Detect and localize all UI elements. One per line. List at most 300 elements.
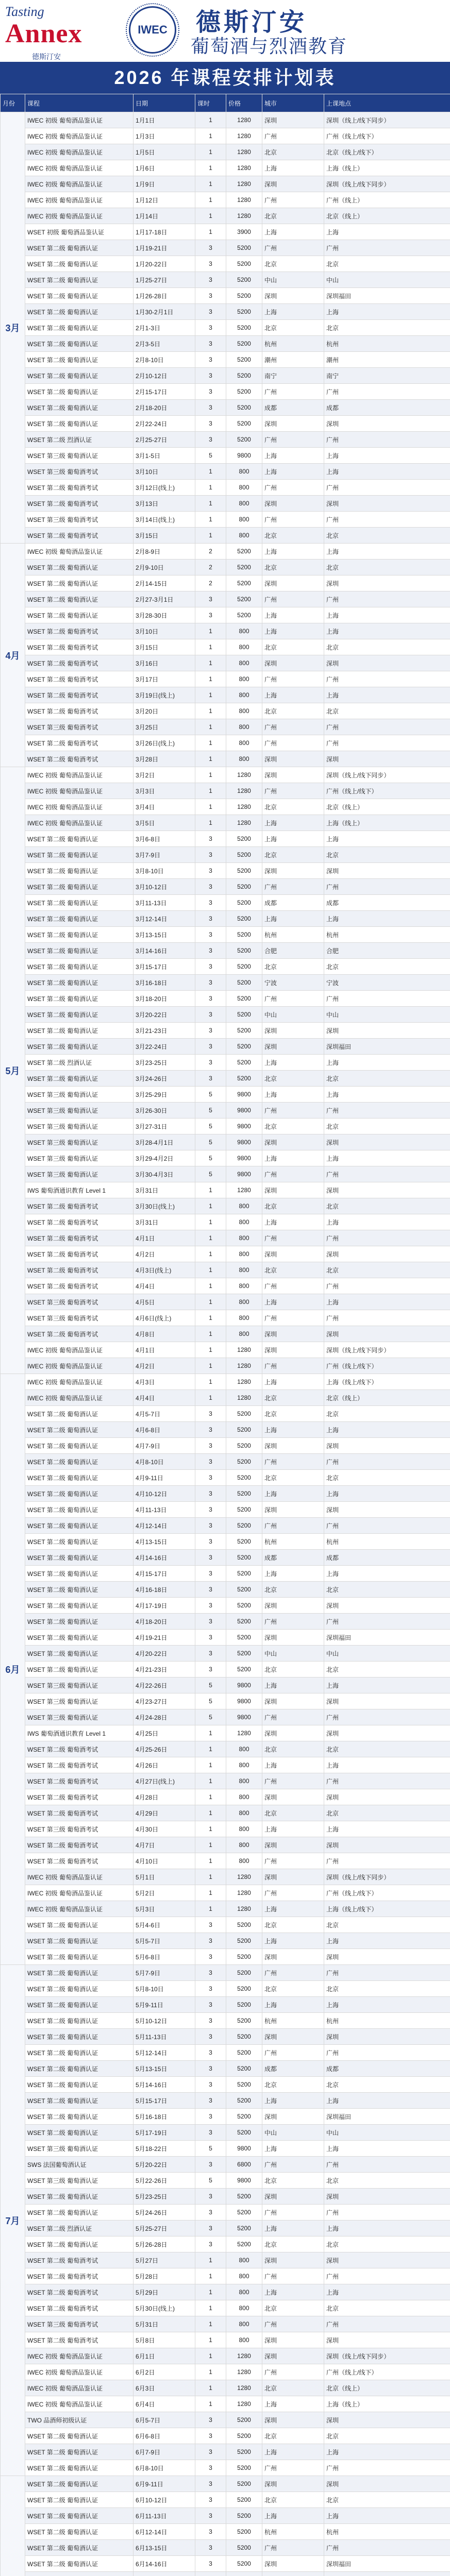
date-cell: 3月15日 — [134, 528, 195, 544]
table-row — [1, 2316, 450, 2332]
date-cell: 4月2日 — [134, 1246, 195, 1262]
price-cell: 5200 — [226, 1023, 262, 1039]
table-row — [1, 1326, 450, 1342]
price-cell: 800 — [226, 2300, 262, 2316]
date-cell: 5月28日 — [134, 2268, 195, 2284]
location-cell: 杭州 — [324, 927, 450, 943]
location-cell: 上海 — [324, 1486, 450, 1502]
table-row — [1, 320, 450, 336]
course-cell: WSET 第二级 葡萄酒认证 — [25, 1598, 134, 1614]
hours-cell: 3 — [195, 2061, 226, 2077]
table-row — [1, 1486, 450, 1502]
table-row — [1, 1741, 450, 1757]
location-cell: 上海 — [324, 1087, 450, 1103]
hours-cell: 1 — [195, 1278, 226, 1294]
city-cell: 北京 — [262, 959, 324, 975]
course-cell: WSET 第二级 葡萄酒认证 — [25, 895, 134, 911]
city-cell: 北京 — [262, 2173, 324, 2189]
course-cell: WSET 第三级 葡萄酒认证 — [25, 1150, 134, 1166]
table-row — [1, 1214, 450, 1230]
course-cell: WSET 第三级 葡萄酒认证 — [25, 448, 134, 464]
city-cell: 广州 — [262, 2205, 324, 2221]
location-cell: 广州（线上/线下） — [324, 783, 450, 799]
location-cell: 上海 — [324, 911, 450, 927]
course-cell: WSET 第二级 葡萄酒认证 — [25, 336, 134, 352]
price-cell: 5200 — [226, 416, 262, 432]
table-row — [1, 272, 450, 288]
table-row — [1, 2205, 450, 2221]
date-cell: 4月2日 — [134, 1358, 195, 1374]
city-cell: 宁波 — [262, 975, 324, 991]
month-cell: 6月 — [1, 1374, 25, 1965]
date-cell: 5月9-11日 — [134, 1997, 195, 2013]
location-cell: 广州 — [324, 384, 450, 400]
course-cell: WSET 第二级 葡萄酒考试 — [25, 1326, 134, 1342]
price-cell: 1280 — [226, 2396, 262, 2412]
hours-cell: 3 — [195, 2460, 226, 2476]
hours-cell: 5 — [195, 1118, 226, 1134]
table-row — [1, 1278, 450, 1294]
course-cell: IWEC 初级 葡萄酒品鉴认证 — [25, 1342, 134, 1358]
table-row — [1, 304, 450, 320]
hours-cell: 1 — [195, 192, 226, 208]
date-cell: 3月17日 — [134, 671, 195, 687]
price-cell: 5200 — [226, 831, 262, 847]
price-cell: 9800 — [226, 1150, 262, 1166]
date-cell: 5月29日 — [134, 2284, 195, 2300]
city-cell: 深圳 — [262, 1134, 324, 1150]
location-cell: 广州 — [324, 1773, 450, 1789]
table-row — [1, 1853, 450, 1869]
hours-cell: 3 — [195, 2157, 226, 2173]
hours-cell: 1 — [195, 1262, 226, 1278]
city-cell: 上海 — [262, 2396, 324, 2412]
hours-cell: 3 — [195, 384, 226, 400]
course-cell: WSET 第三级 葡萄酒认证 — [25, 1103, 134, 1118]
price-cell: 5200 — [226, 2412, 262, 2428]
course-cell: IWEC 初级 葡萄酒品鉴认证 — [25, 799, 134, 815]
date-cell: 1月6日 — [134, 160, 195, 176]
table-row — [1, 368, 450, 384]
city-cell: 北京 — [262, 1118, 324, 1134]
course-cell: IWEC 初级 葡萄酒品鉴认证 — [25, 1390, 134, 1406]
location-cell: 上海（线上/线下） — [324, 1901, 450, 1917]
location-cell: 上海 — [324, 2093, 450, 2109]
price-cell: 800 — [226, 1757, 262, 1773]
hours-cell: 3 — [195, 959, 226, 975]
date-cell: 3月14日(线上) — [134, 512, 195, 528]
city-cell: 上海 — [262, 1294, 324, 1310]
course-cell: WSET 第二级 葡萄酒认证 — [25, 1582, 134, 1598]
table-row — [1, 448, 450, 464]
course-cell: WSET 第二级 葡萄酒认证 — [25, 2045, 134, 2061]
date-cell: 1月25-27日 — [134, 272, 195, 288]
table-row — [1, 1805, 450, 1821]
location-cell: 上海 — [324, 448, 450, 464]
hours-cell: 3 — [195, 1965, 226, 1981]
table-row — [1, 2013, 450, 2029]
course-cell: WSET 第二级 葡萄酒认证 — [25, 2077, 134, 2093]
date-cell: 4月21-23日 — [134, 1662, 195, 1677]
table-row — [1, 2476, 450, 2492]
table-row — [1, 2284, 450, 2300]
hours-cell: 3 — [195, 1582, 226, 1598]
hours-cell: 1 — [195, 799, 226, 815]
table-row — [1, 2093, 450, 2109]
course-cell: WSET 第二级 葡萄酒考试 — [25, 1278, 134, 1294]
table-row — [1, 2252, 450, 2268]
column-header: 课程 — [25, 94, 134, 112]
city-cell: 深圳 — [262, 2252, 324, 2268]
city-cell: 深圳 — [262, 2556, 324, 2572]
date-cell: 3月15-17日 — [134, 959, 195, 975]
city-cell: 上海 — [262, 2141, 324, 2157]
table-row — [1, 2428, 450, 2444]
date-cell: 4月5日 — [134, 1294, 195, 1310]
hours-cell: 3 — [195, 416, 226, 432]
course-cell: WSET 第二级 葡萄酒认证 — [25, 879, 134, 895]
location-cell: 深圳 — [324, 2252, 450, 2268]
hours-cell: 1 — [195, 767, 226, 783]
price-cell: 800 — [226, 1853, 262, 1869]
price-cell: 5200 — [226, 911, 262, 927]
course-cell: WSET 第二级 葡萄酒考试 — [25, 1773, 134, 1789]
table-row — [1, 2444, 450, 2460]
table-row — [1, 1837, 450, 1853]
date-cell: 5月17-19日 — [134, 2125, 195, 2141]
course-cell: IWEC 初级 葡萄酒品鉴认证 — [25, 2396, 134, 2412]
hours-cell: 3 — [195, 991, 226, 1007]
table-row — [1, 2157, 450, 2173]
table-row — [1, 1662, 450, 1677]
price-cell: 1280 — [226, 1390, 262, 1406]
city-cell: 北京 — [262, 528, 324, 544]
city-cell: 上海 — [262, 1214, 324, 1230]
course-cell: SWS 法国葡萄酒认证 — [25, 2157, 134, 2173]
column-header: 上课地点 — [324, 94, 450, 112]
city-cell: 深圳 — [262, 1438, 324, 1454]
course-cell: IWEC 初级 葡萄酒品鉴认证 — [25, 1885, 134, 1901]
city-cell: 深圳 — [262, 767, 324, 783]
city-cell: 广州 — [262, 1103, 324, 1118]
location-cell: 深圳 — [324, 751, 450, 767]
date-cell: 5月8-10日 — [134, 1981, 195, 1997]
city-cell: 上海 — [262, 1422, 324, 1438]
location-cell: 上海 — [324, 1214, 450, 1230]
city-cell: 深圳 — [262, 655, 324, 671]
price-cell: 9800 — [226, 1166, 262, 1182]
table-row — [1, 560, 450, 575]
location-cell: 深圳 — [324, 1326, 450, 1342]
date-cell: 1月3日 — [134, 128, 195, 144]
course-cell: WSET 第二级 葡萄酒认证 — [25, 1422, 134, 1438]
date-cell: 3月20-22日 — [134, 1007, 195, 1023]
course-cell: WSET 第二级 葡萄酒认证 — [25, 1071, 134, 1087]
table-row — [1, 767, 450, 783]
city-cell: 上海 — [262, 687, 324, 703]
city-cell: 上海 — [262, 2508, 324, 2524]
table-row — [1, 1630, 450, 1646]
hours-cell: 3 — [195, 847, 226, 863]
city-cell: 北京 — [262, 1981, 324, 1997]
logo-top-text: Tasting — [5, 4, 44, 19]
table-row — [1, 2268, 450, 2284]
price-cell: 5200 — [226, 1965, 262, 1981]
location-cell: 潮州 — [324, 352, 450, 368]
month-cell: 3月 — [1, 112, 25, 544]
location-cell: 广州 — [324, 1965, 450, 1981]
course-cell: WSET 第二级 葡萄酒认证 — [25, 1550, 134, 1566]
price-cell: 5200 — [226, 240, 262, 256]
course-cell: WSET 第二级 葡萄酒认证 — [25, 2428, 134, 2444]
location-cell: 深圳 — [324, 1502, 450, 1518]
table-row — [1, 2061, 450, 2077]
hours-cell: 3 — [195, 1614, 226, 1630]
course-cell: WSET 第三级 葡萄酒考试 — [25, 1294, 134, 1310]
city-cell: 杭州 — [262, 2013, 324, 2029]
location-cell: 北京 — [324, 2173, 450, 2189]
date-cell: 6月4日 — [134, 2396, 195, 2412]
date-cell: 3月26-30日 — [134, 1103, 195, 1118]
price-cell: 1280 — [226, 128, 262, 144]
table-row — [1, 1949, 450, 1965]
hours-cell: 2 — [195, 575, 226, 591]
price-cell: 5200 — [226, 1518, 262, 1534]
city-cell: 广州 — [262, 1358, 324, 1374]
city-cell: 上海 — [262, 1087, 324, 1103]
hours-cell: 1 — [195, 1358, 226, 1374]
location-cell: 上海 — [324, 2508, 450, 2524]
table-row — [1, 1566, 450, 1582]
price-cell: 1280 — [226, 1869, 262, 1885]
hours-cell: 1 — [195, 687, 226, 703]
hours-cell: 2 — [195, 560, 226, 575]
hours-cell: 1 — [195, 1390, 226, 1406]
city-cell: 杭州 — [262, 336, 324, 352]
date-cell: 4月10-12日 — [134, 1486, 195, 1502]
hours-cell: 3 — [195, 1502, 226, 1518]
date-cell: 5月10-12日 — [134, 2013, 195, 2029]
location-cell: 深圳福田 — [324, 2109, 450, 2125]
city-cell: 广州 — [262, 1518, 324, 1534]
date-cell: 3月30-4月3日 — [134, 1166, 195, 1182]
date-cell: 6月5-7日 — [134, 2412, 195, 2428]
location-cell: 广州 — [324, 2205, 450, 2221]
hours-cell: 3 — [195, 400, 226, 416]
course-cell: WSET 第二级 葡萄酒认证 — [25, 2189, 134, 2205]
hours-cell: 1 — [195, 144, 226, 160]
date-cell: 4月1日 — [134, 1230, 195, 1246]
price-cell: 5200 — [226, 1502, 262, 1518]
course-cell: WSET 第二级 葡萄酒认证 — [25, 607, 134, 623]
price-cell: 5200 — [226, 959, 262, 975]
location-cell: 广州 — [324, 2157, 450, 2173]
course-cell: IWEC 初级 葡萄酒品鉴认证 — [25, 208, 134, 224]
date-cell: 4月8日 — [134, 1326, 195, 1342]
date-cell: 5月3日 — [134, 1901, 195, 1917]
city-cell: 成都 — [262, 2061, 324, 2077]
location-cell: 广州（线上/线下） — [324, 1358, 450, 1374]
table-row — [1, 1470, 450, 1486]
location-cell: 北京 — [324, 1917, 450, 1933]
hours-cell: 3 — [195, 2476, 226, 2492]
course-cell: WSET 第二级 葡萄酒考试 — [25, 2252, 134, 2268]
hours-cell: 1 — [195, 2268, 226, 2284]
date-cell: 5月1日 — [134, 1869, 195, 1885]
hours-cell: 3 — [195, 1007, 226, 1023]
table-row — [1, 1677, 450, 1693]
course-cell: WSET 第三级 葡萄酒认证 — [25, 1677, 134, 1693]
city-cell: 深圳 — [262, 1246, 324, 1262]
city-cell: 上海 — [262, 1150, 324, 1166]
location-cell: 广州（线上/线下） — [324, 2364, 450, 2380]
location-cell: 北京 — [324, 639, 450, 655]
city-cell: 北京 — [262, 2236, 324, 2252]
table-row — [1, 703, 450, 719]
city-cell: 北京 — [262, 1198, 324, 1214]
table-row — [1, 1725, 450, 1741]
city-cell: 北京 — [262, 208, 324, 224]
date-cell: 6月7-9日 — [134, 2444, 195, 2460]
price-cell: 1280 — [226, 783, 262, 799]
course-cell: IWEC 初级 葡萄酒品鉴认证 — [25, 192, 134, 208]
hours-cell: 1 — [195, 751, 226, 767]
location-cell: 广州 — [324, 480, 450, 496]
course-cell: IWS 葡萄酒通识教育 Level 1 — [25, 1725, 134, 1741]
table-row — [1, 1103, 450, 1118]
city-cell: 广州 — [262, 2157, 324, 2173]
table-row — [1, 575, 450, 591]
location-cell: 北京 — [324, 959, 450, 975]
date-cell: 4月6日(线上) — [134, 1310, 195, 1326]
course-cell: WSET 第二级 葡萄酒认证 — [25, 400, 134, 416]
date-cell: 2月15-17日 — [134, 384, 195, 400]
location-cell: 上海 — [324, 2221, 450, 2236]
price-cell: 800 — [226, 512, 262, 528]
price-cell: 6800 — [226, 2157, 262, 2173]
price-cell: 5200 — [226, 2205, 262, 2221]
location-cell: 上海 — [324, 544, 450, 560]
course-cell: WSET 第二级 葡萄酒认证 — [25, 2556, 134, 2572]
price-cell: 800 — [226, 1262, 262, 1278]
location-cell: 上海 — [324, 1566, 450, 1582]
city-cell: 广州 — [262, 128, 324, 144]
course-cell: WSET 第二级 葡萄酒认证 — [25, 959, 134, 975]
table-row — [1, 2380, 450, 2396]
date-cell: 5月20-22日 — [134, 2157, 195, 2173]
price-cell: 5200 — [226, 2109, 262, 2125]
city-cell: 广州 — [262, 192, 324, 208]
price-cell: 800 — [226, 1294, 262, 1310]
table-row — [1, 1614, 450, 1630]
course-cell: WSET 第二级 葡萄酒认证 — [25, 2109, 134, 2125]
hours-cell: 1 — [195, 719, 226, 735]
location-cell: 北京 — [324, 1582, 450, 1598]
hours-cell: 1 — [195, 2252, 226, 2268]
city-cell: 广州 — [262, 719, 324, 735]
course-cell: WSET 第二级 葡萄酒认证 — [25, 1007, 134, 1023]
table-row — [1, 847, 450, 863]
date-cell: 5月22-26日 — [134, 2173, 195, 2189]
hours-cell: 5 — [195, 1150, 226, 1166]
table-row — [1, 1789, 450, 1805]
date-cell: 2月8-10日 — [134, 352, 195, 368]
price-cell: 5200 — [226, 2125, 262, 2141]
city-cell: 深圳 — [262, 1502, 324, 1518]
hours-cell: 3 — [195, 2556, 226, 2572]
price-cell: 5200 — [226, 1422, 262, 1438]
hours-cell: 1 — [195, 2332, 226, 2348]
date-cell: 4月13-15日 — [134, 1534, 195, 1550]
location-cell: 深圳 — [324, 1837, 450, 1853]
city-cell: 成都 — [262, 400, 324, 416]
price-cell: 5200 — [226, 1055, 262, 1071]
city-cell: 广州 — [262, 591, 324, 607]
date-cell: 4月12-14日 — [134, 1518, 195, 1534]
hours-cell: 3 — [195, 591, 226, 607]
hours-cell: 3 — [195, 2045, 226, 2061]
hours-cell: 1 — [195, 1246, 226, 1262]
city-cell: 广州 — [262, 2045, 324, 2061]
city-cell: 上海 — [262, 2444, 324, 2460]
hours-cell: 1 — [195, 1294, 226, 1310]
date-cell: 2月9-10日 — [134, 560, 195, 575]
hours-cell: 3 — [195, 1949, 226, 1965]
location-cell: 广州 — [324, 512, 450, 528]
location-cell: 北京（线上） — [324, 2380, 450, 2396]
city-cell: 北京 — [262, 1917, 324, 1933]
location-cell: 北京（线上） — [324, 1390, 450, 1406]
course-cell: WSET 第二级 葡萄酒认证 — [25, 1406, 134, 1422]
price-cell: 5200 — [226, 384, 262, 400]
course-cell: WSET 第二级 葡萄酒考试 — [25, 1230, 134, 1246]
table-row — [1, 240, 450, 256]
table-row — [1, 831, 450, 847]
price-cell: 5200 — [226, 544, 262, 560]
price-cell: 5200 — [226, 1630, 262, 1646]
course-cell: WSET 第二级 葡萄酒认证 — [25, 320, 134, 336]
price-cell: 5200 — [226, 336, 262, 352]
table-row — [1, 927, 450, 943]
price-cell: 5200 — [226, 2460, 262, 2476]
price-cell: 800 — [226, 1741, 262, 1757]
price-cell: 800 — [226, 2252, 262, 2268]
course-cell: WSET 第二级 葡萄酒考试 — [25, 2284, 134, 2300]
city-cell: 上海 — [262, 1374, 324, 1390]
date-cell: 5月26-28日 — [134, 2236, 195, 2252]
price-cell: 800 — [226, 1310, 262, 1326]
price-cell: 800 — [226, 1246, 262, 1262]
city-cell: 上海 — [262, 2221, 324, 2236]
column-header: 课时 — [195, 94, 226, 112]
course-cell: IWS 葡萄酒通识教育 Level 1 — [25, 1182, 134, 1198]
location-cell: 北京 — [324, 1805, 450, 1821]
date-cell: 4月19-21日 — [134, 1630, 195, 1646]
table-row — [1, 1310, 450, 1326]
hours-cell: 1 — [195, 2348, 226, 2364]
city-cell: 深圳 — [262, 2476, 324, 2492]
city-cell: 广州 — [262, 512, 324, 528]
course-cell: WSET 第二级 葡萄酒认证 — [25, 975, 134, 991]
city-cell: 北京 — [262, 320, 324, 336]
course-cell: WSET 第二级 葡萄酒认证 — [25, 1534, 134, 1550]
city-cell: 北京 — [262, 1662, 324, 1677]
price-cell: 800 — [226, 1326, 262, 1342]
date-cell: 5月31日 — [134, 2316, 195, 2332]
date-cell: 2月10-12日 — [134, 368, 195, 384]
price-cell: 9800 — [226, 1103, 262, 1118]
date-cell: 3月16-18日 — [134, 975, 195, 991]
